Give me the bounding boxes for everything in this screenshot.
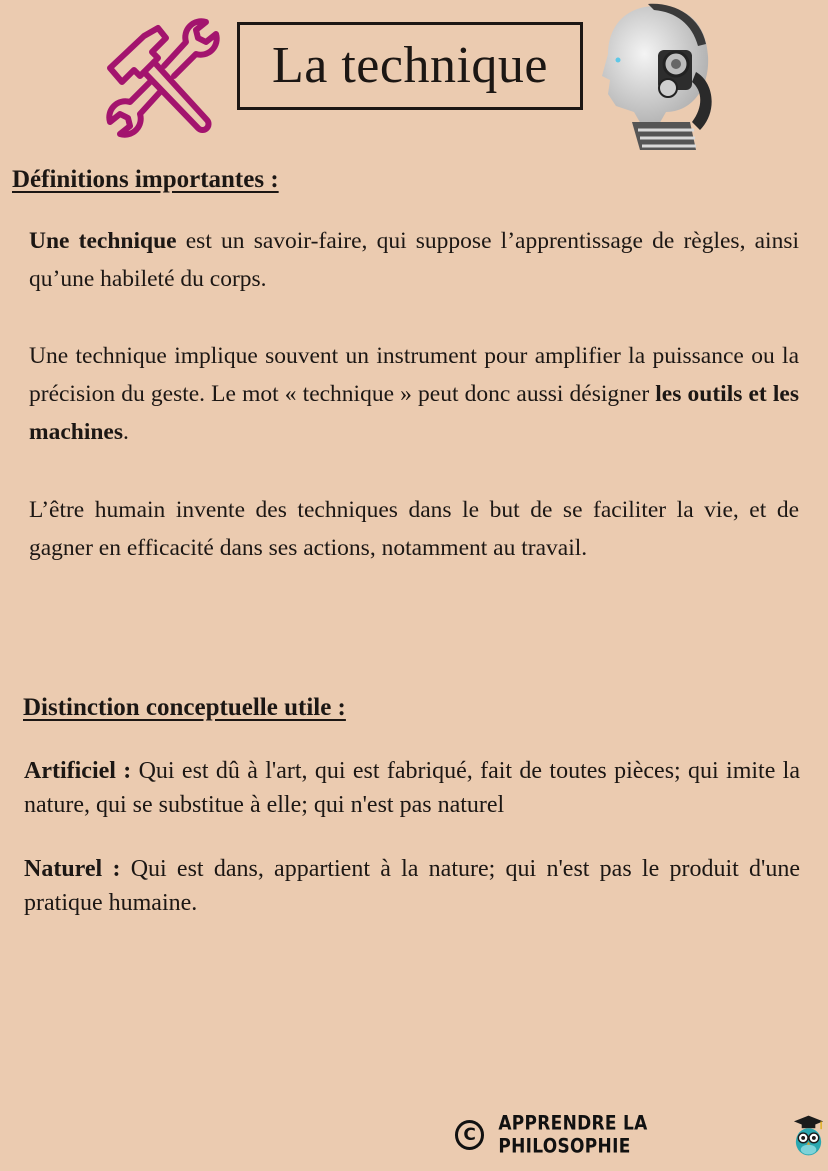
definition-paragraph: Une technique est un savoir-faire, qui suppose l’apprentissage de règles, ainsi qu’une habileté du corps. xyxy=(29,228,799,292)
term-label: Artificiel : xyxy=(24,758,132,784)
bold-term: les outils et les machines xyxy=(29,381,799,445)
header xyxy=(0,0,828,160)
page-title: La technique xyxy=(272,37,548,94)
brand-name: APPRENDRE LA PHILOSOPHIE xyxy=(498,1112,648,1158)
footer xyxy=(455,1112,825,1158)
distinction-item: Naturel : Qui est dans, appartient à la nature; qui n'est pas le produit d'une pratique humaine. xyxy=(24,856,801,916)
definition-paragraph: Une technique implique souvent un instrument pour amplifier la puissance ou la précision du geste. Le mot « technique » peut donc aussi désigner les outils et les machines. xyxy=(29,343,799,445)
hammer-wrench-icon xyxy=(100,16,224,140)
owl-graduate-icon xyxy=(792,1113,825,1157)
distinction-heading: Distinction conceptuelle utile : xyxy=(23,694,346,721)
copyright-icon: C xyxy=(455,1120,484,1150)
term-label: Naturel : xyxy=(24,856,121,882)
definition-paragraph: L’être humain invente des techniques dans le but de se faciliter la vie, et de gagner en efficacité dans ses actions, notamment au travail. xyxy=(29,497,799,561)
definitions-heading: Définitions importantes : xyxy=(12,166,279,193)
bold-term: Une technique xyxy=(29,228,177,254)
robot-head-image xyxy=(596,2,726,152)
title-box xyxy=(237,22,583,110)
distinction-item: Artificiel : Qui est dû à l'art, qui est fabriqué, fait de toutes pièces; qui imite la nature, qui se substitue à elle; qui n'est pas naturel xyxy=(24,758,800,818)
